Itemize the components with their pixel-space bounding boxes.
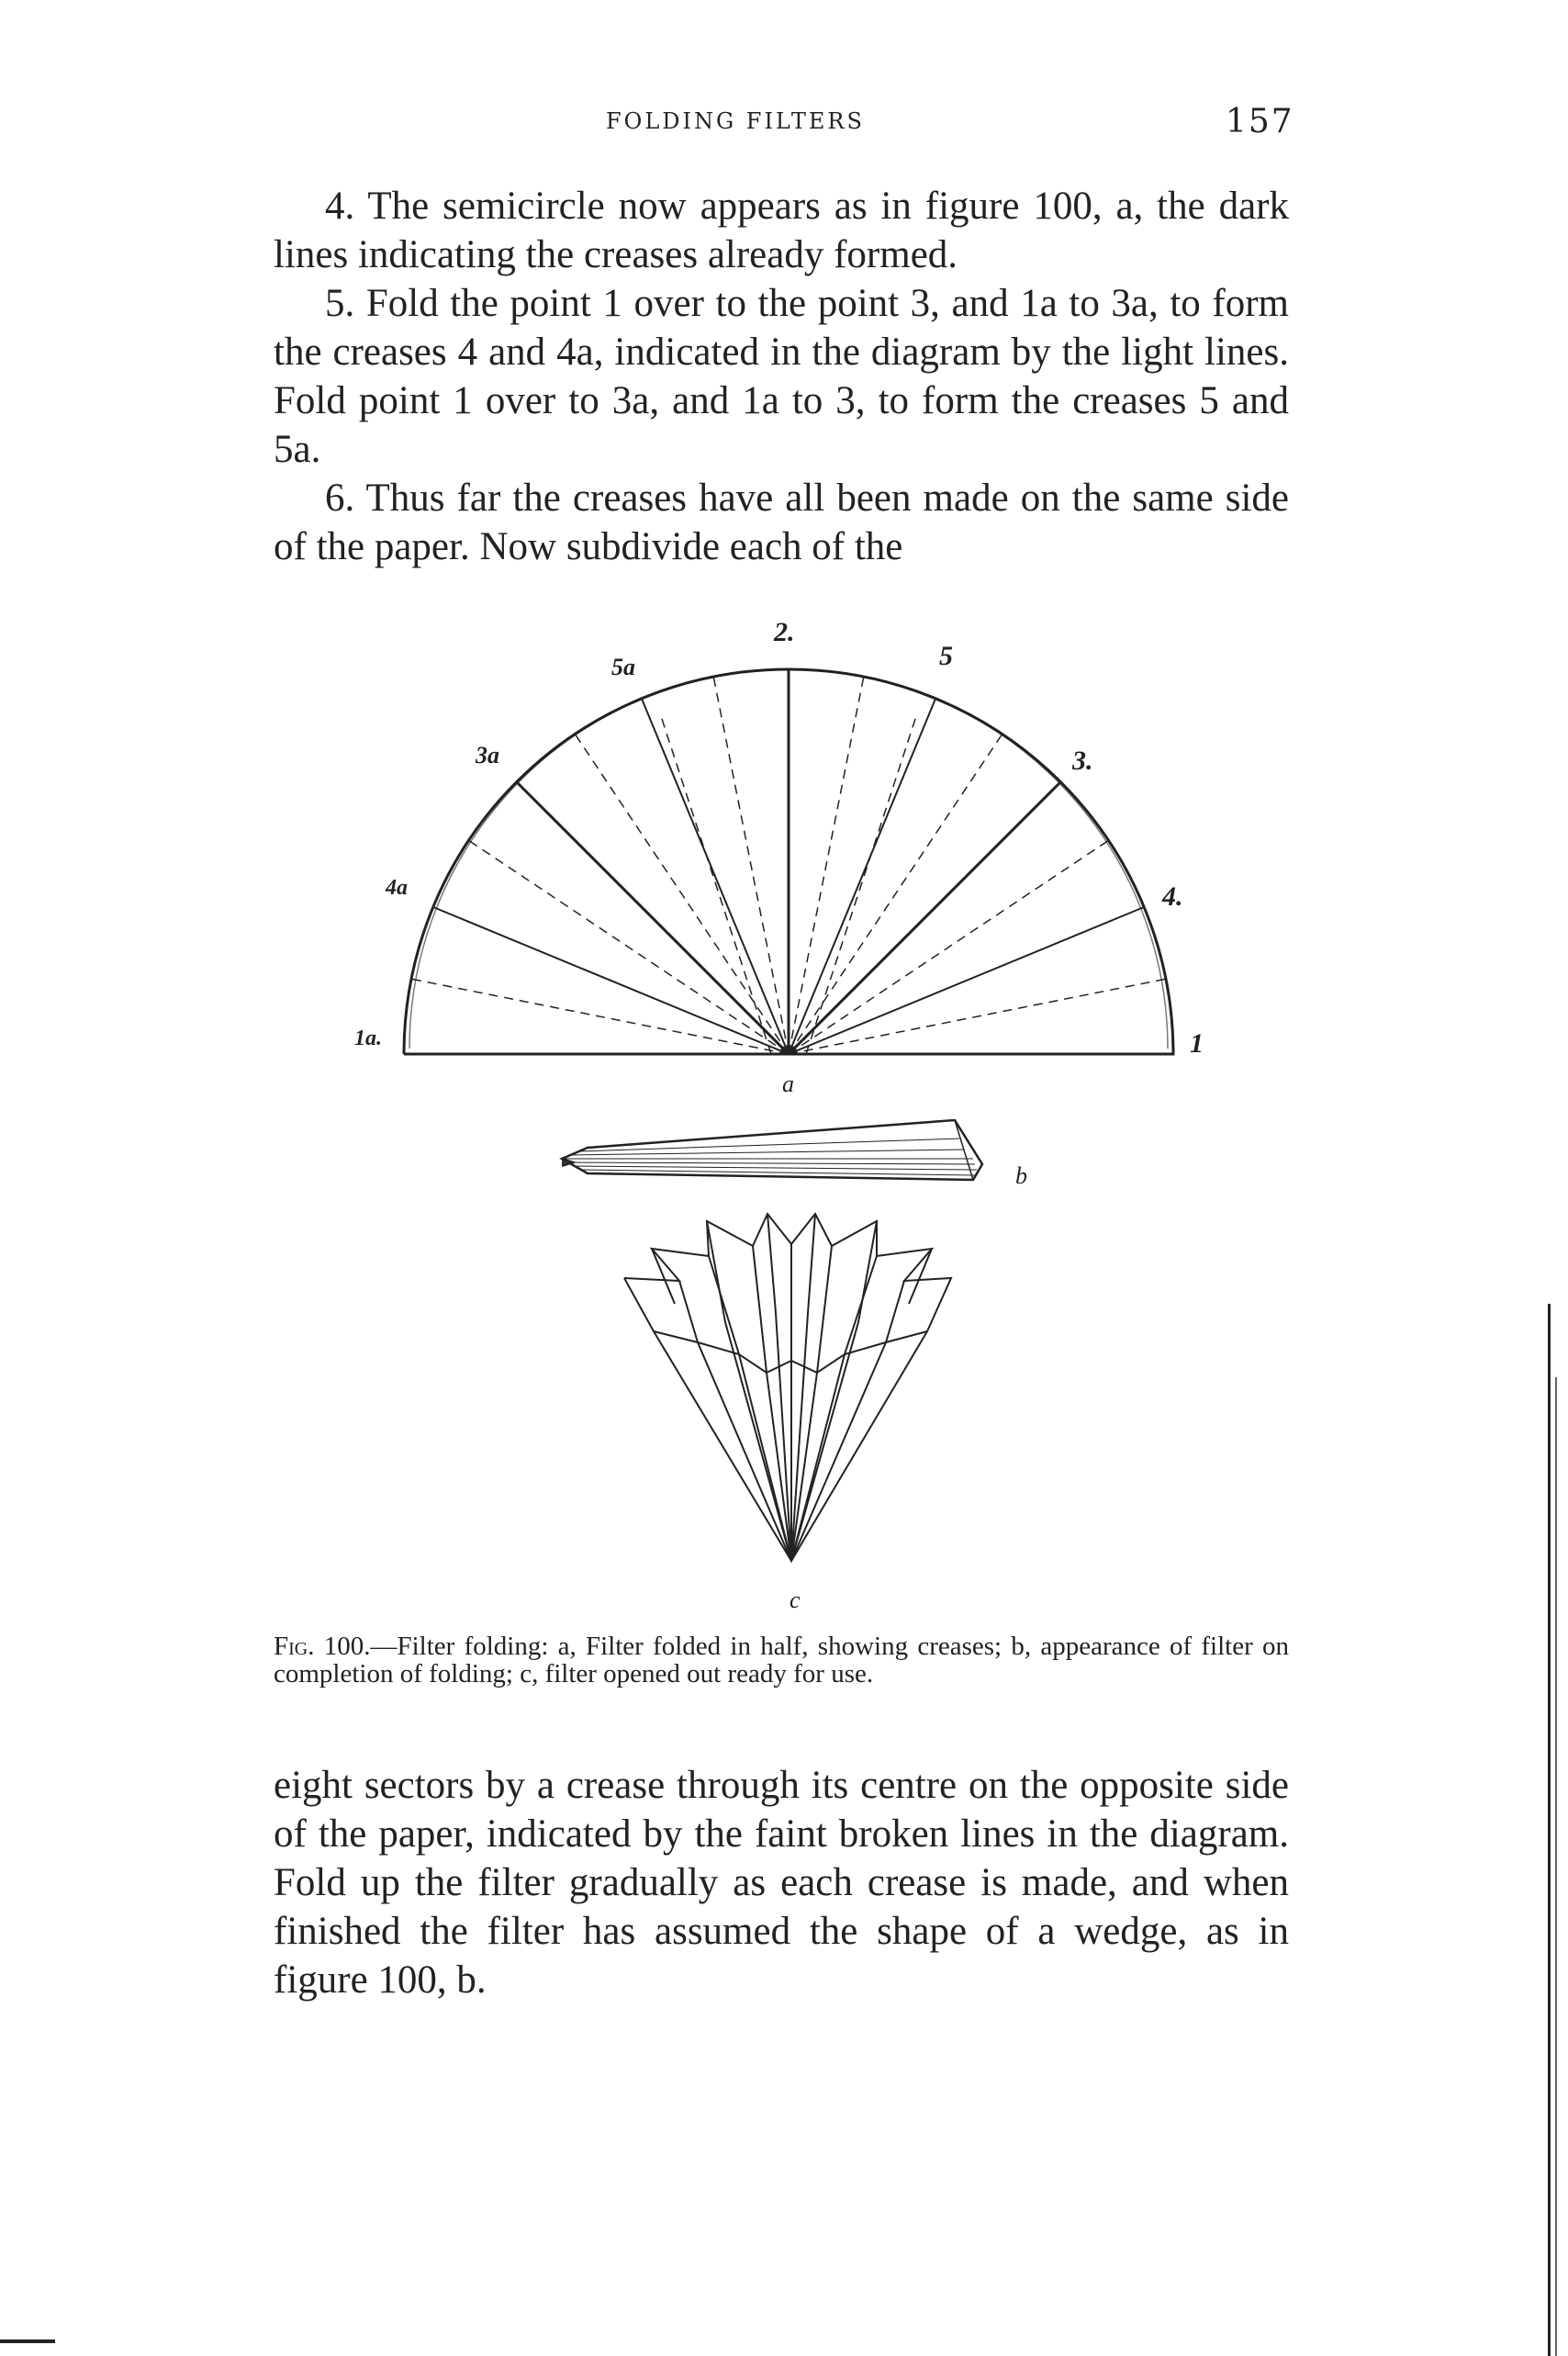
page-edge-line-2 bbox=[1555, 1377, 1557, 2356]
sub-label-b: b bbox=[1015, 1162, 1027, 1189]
label-point-4a: 4a bbox=[386, 876, 408, 900]
sub-label-c: c bbox=[790, 1587, 801, 1613]
crease-5 bbox=[789, 699, 935, 1054]
crease-4 bbox=[789, 907, 1144, 1054]
caption-label: Fig. 100. bbox=[274, 1632, 371, 1661]
label-point-1a: 1a. bbox=[354, 1027, 382, 1050]
corner-mark bbox=[0, 2339, 55, 2343]
crease-3 bbox=[789, 782, 1060, 1054]
folded-wedge bbox=[562, 1120, 982, 1180]
semicircle-diagram bbox=[404, 669, 1173, 1054]
label-point-5a: 5a bbox=[611, 654, 635, 680]
label-point-4: 4. bbox=[1162, 881, 1183, 912]
figure-caption bbox=[274, 1632, 1289, 1688]
crease-4a bbox=[433, 907, 789, 1054]
sub-label-a: a bbox=[782, 1071, 794, 1097]
page-edge-line bbox=[1548, 1304, 1551, 2356]
paragraph-step-5: 5. Fold the point 1 over to the point 3, and 1a to 3a, to form the creases 4 and 4a, indicated in the diagram by the light lines. Fold point 1 over to 3a, and 1a to 3, to form the creases 5 and 5a. bbox=[274, 282, 1289, 471]
crease-3a bbox=[517, 782, 789, 1054]
page-number: 157 bbox=[1226, 103, 1294, 140]
caption-text: —Filter folding: a, Filter folded in half, showing creases; b, appearance of filter on completion of folding; c, filter opened out ready for use. bbox=[274, 1632, 1290, 1688]
running-head: FOLDING FILTERS bbox=[606, 108, 865, 134]
opened-filter-cone bbox=[624, 1214, 951, 1561]
paragraph-step-4: 4. The semicircle now appears as in figure 100, a, the dark lines indicating the creases already formed. bbox=[274, 185, 1289, 276]
label-point-3a: 3a bbox=[476, 742, 499, 769]
paragraph-continued: eight sectors by a crease through its centre on the opposite side of the paper, indicated by the faint broken lines in the diagram. Fold up the filter gradually as each crease is made, and when finished the filter has assumed the shape of a wedge, as in figure 100, b. bbox=[274, 1764, 1289, 2002]
body-text-bottom bbox=[274, 1761, 1289, 2004]
paragraph-step-6: 6. Thus far the creases have all been made on the same side of the paper. Now subdivide each of the bbox=[274, 477, 1289, 568]
label-point-3: 3. bbox=[1072, 746, 1093, 776]
label-point-2: 2. bbox=[774, 617, 795, 647]
label-point-1: 1 bbox=[1190, 1028, 1204, 1059]
crease-5a bbox=[642, 699, 789, 1054]
label-point-5: 5 bbox=[939, 641, 953, 671]
